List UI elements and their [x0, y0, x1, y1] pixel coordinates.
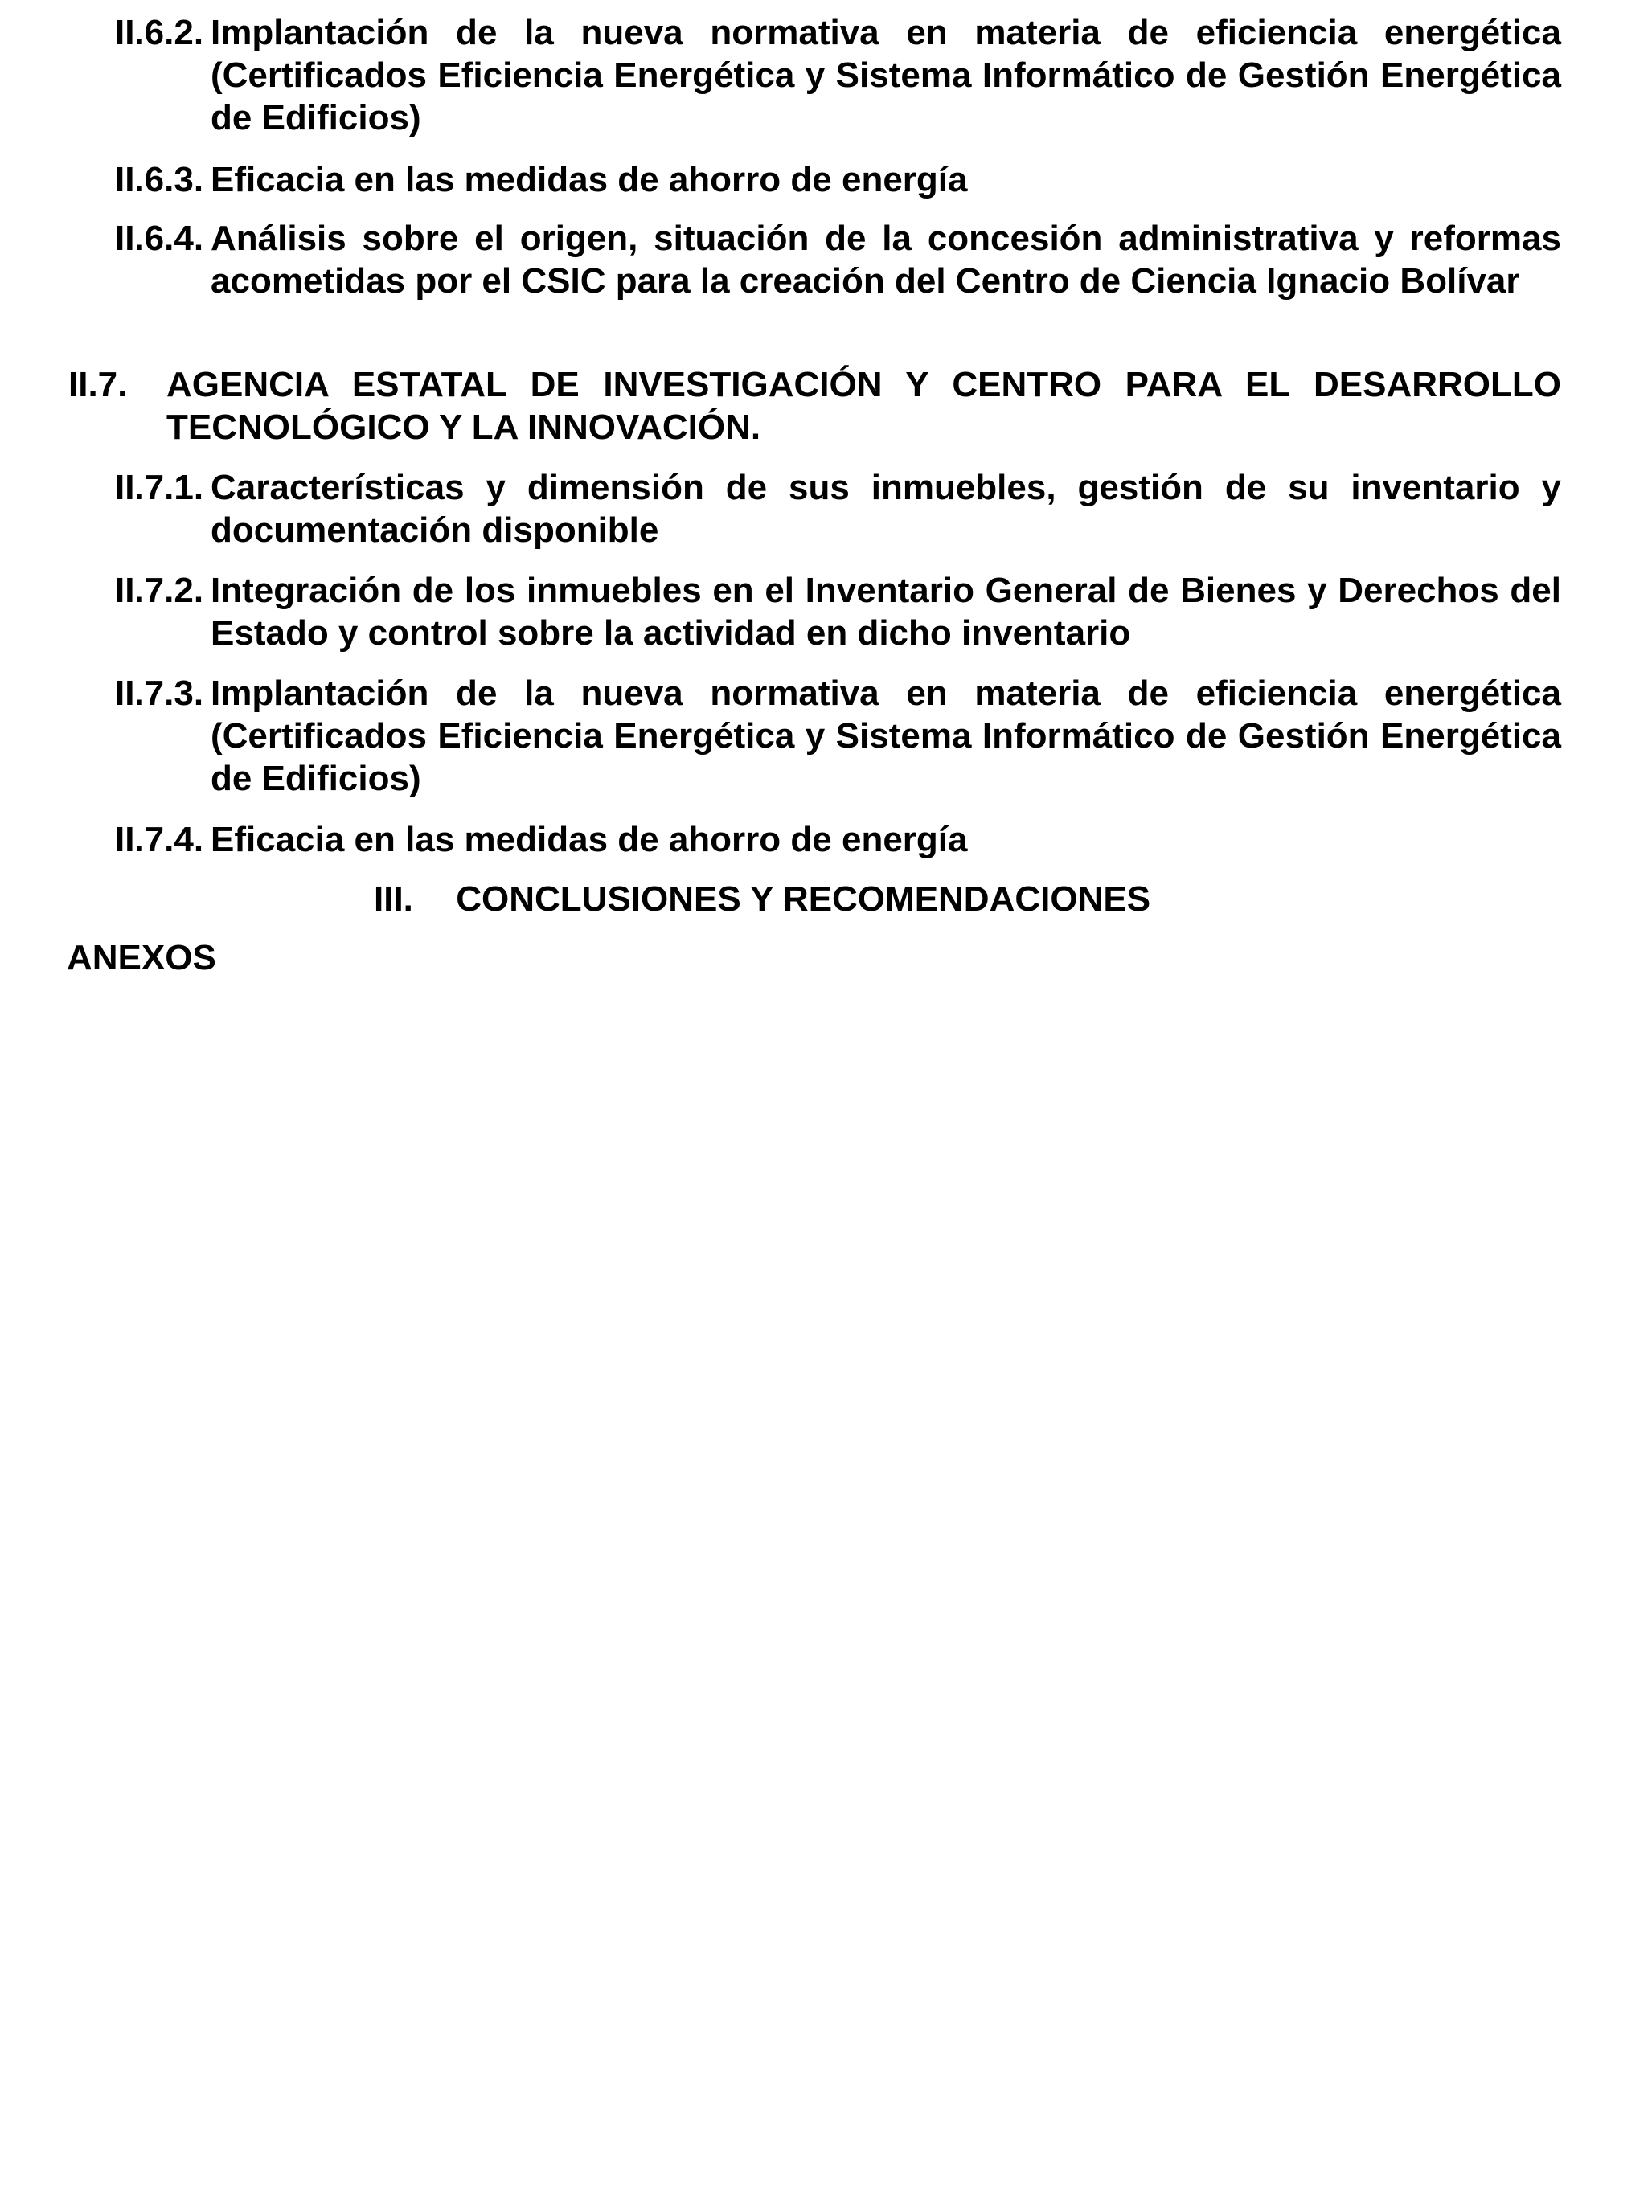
- toc-section-number: II.7.: [68, 365, 128, 404]
- toc-chapter-title: CONCLUSIONES Y RECOMENDACIONES: [456, 879, 1151, 919]
- toc-entry-II-7-2[interactable]: [115, 569, 1561, 654]
- toc-entry-II-7-3[interactable]: [115, 672, 1561, 800]
- toc-entry-title: Implantación de la nueva normativa en materia de eficiencia energética (Certificados Eficiencia Energética y Sistema Informático de Gestión Energética de Edificios): [211, 13, 1561, 137]
- toc-entry-title: Análisis sobre el origen, situación de la concesión administrativa y reformas acometidas por el CSIC para la creación del Centro de Ciencia Ignacio Bolívar: [211, 219, 1561, 301]
- toc-entry-number: II.7.2.: [115, 571, 204, 610]
- toc-entry-II-6-4[interactable]: [115, 217, 1561, 302]
- toc-entry-title: Características y dimensión de sus inmuebles, gestión de su inventario y documentación disponible: [211, 468, 1561, 550]
- toc-section-II-7[interactable]: [68, 363, 1561, 449]
- toc-entry-number: II.7.1.: [115, 468, 204, 507]
- toc-entry-II-7-4[interactable]: [115, 818, 1561, 861]
- toc-entry-II-6-2[interactable]: [115, 11, 1561, 139]
- toc-entry-number: II.6.3.: [115, 160, 204, 199]
- toc-entry-number: II.6.4.: [115, 219, 204, 258]
- toc-annexes[interactable]: ANEXOS: [67, 938, 216, 977]
- toc-chapter-number: III.: [374, 879, 413, 919]
- toc-entry-title: Integración de los inmuebles en el Inventario General de Bienes y Derechos del Estado y control sobre la actividad en dicho inventario: [211, 571, 1561, 653]
- toc-entry-number: II.7.3.: [115, 674, 204, 713]
- toc-entry-II-6-3[interactable]: [115, 158, 1561, 201]
- toc-chapter-III[interactable]: [374, 878, 1150, 920]
- toc-entry-number: II.6.2.: [115, 13, 204, 52]
- toc-entry-title: Implantación de la nueva normativa en materia de eficiencia energética (Certificados Eficiencia Energética y Sistema Informático de Gestión Energética de Edificios): [211, 674, 1561, 798]
- toc-entry-number: II.7.4.: [115, 820, 204, 859]
- toc-section-title: AGENCIA ESTATAL DE INVESTIGACIÓN Y CENTRO PARA EL DESARROLLO TECNOLÓGICO Y LA INNOVACIÓN.: [166, 365, 1561, 447]
- toc-entry-II-7-1[interactable]: [115, 466, 1561, 551]
- toc-entry-title: Eficacia en las medidas de ahorro de energía: [211, 160, 968, 199]
- toc-entry-title: Eficacia en las medidas de ahorro de energía: [211, 820, 968, 859]
